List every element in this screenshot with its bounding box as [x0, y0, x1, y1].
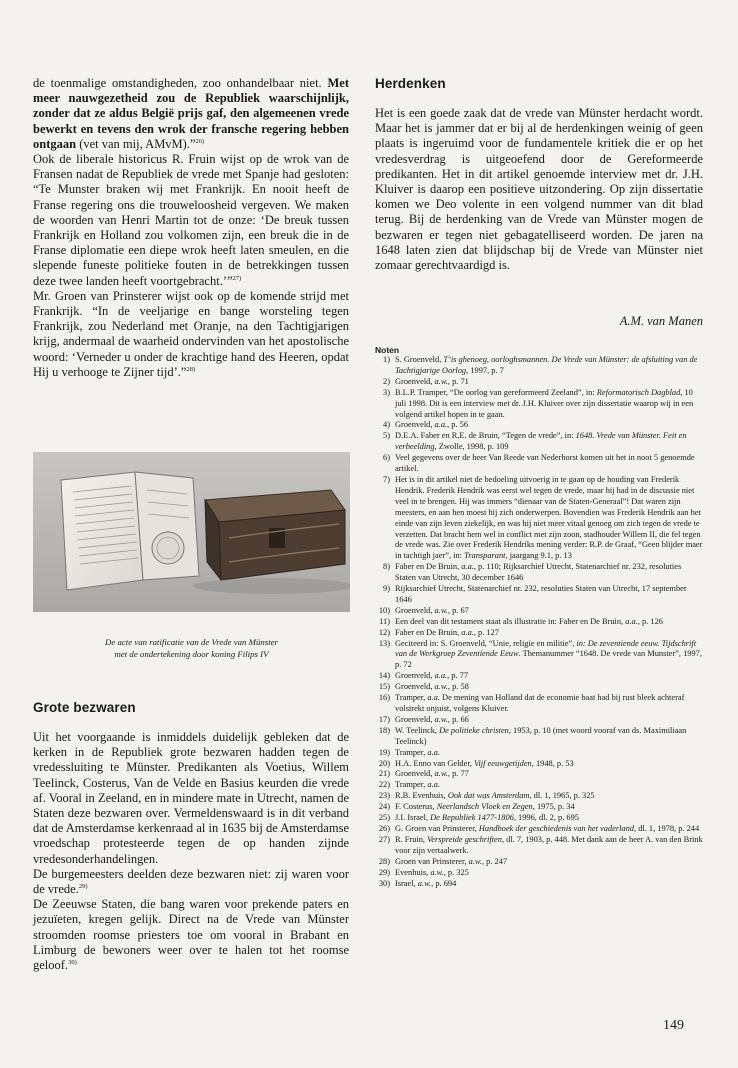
footnote-run: R. Fruin, [395, 834, 428, 844]
footnote-run: a.a. [434, 420, 448, 430]
footnote-run: , p. 110; Rijksarchief Utrecht, Statenarchief nr. 232, resoluties Staten van Utrecht, 30 december 1646 [395, 562, 682, 583]
footnote-run: Groenveld, [395, 714, 435, 724]
photo-caption [33, 636, 350, 660]
footnote-run: De politieke christen [439, 725, 509, 735]
footnote-run: Groenveld, [395, 671, 435, 681]
footnote-item [375, 791, 703, 802]
footnote-run: Verspreide geschriften [427, 834, 502, 844]
photo-caption-line-1: De acte van ratificatie van de Vrede van Münster [105, 637, 278, 647]
footnote-text [395, 835, 703, 857]
footnote-text [395, 639, 703, 672]
footnote-run: , dl. 1, 1965, p. 325 [529, 791, 595, 801]
footnote-run: in: De zeventiende eeuw. Tijdschrift van de Werkgroep Zeventiende Eeuw [395, 638, 697, 659]
footnote-number: 11) [379, 616, 390, 626]
footnote-run: De mening van Holland dat de economie baat had bij rust bleek achteraf volstrekt onjuist, volgens Kluiver. [395, 693, 685, 713]
footnote-ref: 28) [186, 365, 196, 373]
footnote-run: R.B. Evenhuis, [395, 791, 448, 801]
footnote-text [395, 780, 703, 791]
footnote-run: , p. 67 [447, 605, 469, 615]
footnote-run: Veel gegevens over de heer Van Reede van Nederhorst komen uit het in noot 5 genoemde artikel. [395, 453, 695, 474]
footnote-run: , p. 77 [447, 671, 469, 681]
footnote-run: Transparant [464, 551, 506, 561]
text-run: Met meer nauwgezetheid zou de Republiek waarschijnlijk, zonder dat ze aldus België prijs gaf, den algemeenen vrede bewerkt en tevens den wrok der fransche regering hebben ontgaan [33, 76, 349, 151]
footnote-run: , p. 126 [637, 616, 663, 626]
footnote-item [375, 759, 703, 770]
footnote-item [375, 682, 703, 693]
footnote-run: W. Teelinck, [395, 725, 440, 735]
footnote-text [395, 420, 703, 431]
footnote-run: B.L.P. Tramper, “De oorlog van gereformeerd Zeeland”, in: [395, 387, 597, 397]
text-run: de toenmalige omstandigheden, zoo onhandelbaar niet. [33, 76, 328, 90]
footnote-run: Het is in dit artikel niet de bedoeling uitvoerig in te gaan op de houding van Frederik Hendrik. Frederik Hendrik was eerst wel tegen de vrede, maar hij had in de discussie niet veel in te brengen. Hij was immers “dienaar van de Staten-Generaal”! Dat waren zijn meesters, en aan hen moest hij zich onderwerpen. Bovendien was Frederik Hendrik aan het einde van zijn leven ziekelijk, en was hij niet meer vitaal genoeg om zich tegen de vrede te verzetten. Dat bracht hem wel in conflict met zijn zoon, stadhouder Willem II, die fel tegen de vrede was. Zie over Frederik Hendriks mening verder: R.P. de Graaf, “Geen blijder maer in tachtigh jaer”, in: [395, 474, 703, 561]
footnote-ref: 26) [195, 137, 205, 145]
page-number: 149 [663, 1018, 684, 1033]
footnote-number: 19) [378, 747, 390, 757]
footnote-item [375, 617, 703, 628]
footnote-text [395, 791, 703, 802]
footnote-run: Tramper, [395, 693, 428, 703]
footnote-run: D.E.A. Faber en R.E. de Bruin, “Tegen de vrede”, in: [395, 431, 576, 441]
footnote-run: Groenveld, [395, 420, 435, 430]
footnote-item [375, 857, 703, 868]
ratification-photo-illustration [33, 452, 350, 612]
footnote-text [395, 769, 703, 780]
footnote-run: Groenveld, [395, 769, 435, 779]
footnote-number: 13) [378, 638, 390, 648]
footnote-run: a.w. [434, 376, 448, 386]
footnote-text [395, 584, 703, 606]
footnote-run: , Zwolle, 1998, p. 109 [434, 442, 509, 452]
footnote-run: S. Groenveld, [395, 355, 444, 364]
footnote-run: Ook dat was Amsterdam [447, 791, 530, 801]
footnote-run: , p. 325 [443, 867, 469, 877]
footnote-text [395, 617, 703, 628]
ratification-photo [33, 452, 350, 612]
footnote-item [375, 813, 703, 824]
footnote-run: , p. 56 [447, 420, 469, 430]
footnote-text [395, 857, 703, 868]
footnote-ref: 30) [68, 958, 77, 966]
footnote-text [395, 813, 703, 824]
footnote-run: Reformatorisch Dagblad [596, 387, 681, 397]
footnote-item [375, 388, 703, 421]
footnote-run: , p. 58 [447, 682, 469, 692]
footnote-text [395, 824, 703, 835]
footnote-number: 16) [378, 693, 390, 703]
footnote-run: Rijksarchief Utrecht, Statenarchief nr. 232, resoluties Staten van Utrecht, 17 september 1646 [395, 584, 687, 604]
paragraph-groen [33, 289, 349, 380]
footnote-text [395, 726, 703, 748]
heading-herdenken: Herdenken [375, 76, 446, 91]
footnote-run: , 1953, p. 10 (met woord vooraf van ds. Maximiliaan Teelinck) [395, 725, 687, 746]
footnote-run: a.w. [417, 878, 432, 888]
footnote-run: a.a. [427, 693, 440, 703]
footnote-run: , dl. 1, 1978, p. 244 [634, 823, 700, 833]
footnote-run: T’is ghenoeg, oorloghsmannen. De Vrede van Münster: de afsluiting van de Tachtigjarige Oorlog [395, 355, 698, 375]
footnote-text [395, 868, 703, 879]
footnote-run: Vijf eeuwgetijden [473, 758, 532, 768]
footnote-item [375, 639, 703, 672]
footnote-item [375, 879, 703, 890]
paragraph-fruin [33, 152, 349, 289]
footnote-run: De Republiek 1477-1806 [430, 813, 514, 823]
footnote-item [375, 355, 703, 377]
footnote-run: , 1948, p. 53 [531, 758, 574, 768]
footnote-item [375, 420, 703, 431]
footnote-run: a.a. [427, 747, 440, 757]
footnote-number: 22) [378, 780, 390, 790]
footnote-run: . Themanummer “1648. De vrede van Munster”, 1997, p. 72 [395, 649, 702, 670]
paragraph-bezwaren-2 [33, 867, 349, 897]
footnote-run: Faber en De Bruin, [395, 562, 462, 572]
left-column-text [33, 76, 349, 380]
footnote-number: 9) [383, 584, 390, 594]
footnote-number: 21) [378, 769, 390, 779]
footnote-number: 24) [378, 802, 390, 812]
footnote-run: , p. 71 [447, 376, 469, 386]
footnote-run: a.w. [434, 769, 448, 779]
footnote-run: Tramper, [395, 780, 428, 790]
footnote-number: 18) [378, 725, 390, 735]
footnote-item [375, 584, 703, 606]
footnote-item [375, 769, 703, 780]
footnote-run: J.I. Israel, [395, 813, 431, 823]
footnote-run: a.w. [434, 714, 448, 724]
footnote-item [375, 780, 703, 791]
footnote-run: , p. 247 [481, 856, 508, 866]
footnote-text [395, 879, 703, 890]
paragraph-bezwaren-1 [33, 730, 349, 867]
footnote-text [395, 759, 703, 770]
footnote-item [375, 824, 703, 835]
footnote-run: Geciteerd in: S. Groenveld, “Unie, religie en militie”, [395, 638, 577, 648]
footnote-run: Handboek der geschiedenis van het vaderland [478, 823, 634, 833]
footnote-ref: 27) [232, 274, 242, 282]
footnote-run: , 1996, dl. 2, p. 695 [513, 813, 579, 823]
footnote-number: 20) [378, 758, 390, 768]
footnote-number: 4) [383, 420, 390, 430]
grote-bezwaren-text [33, 730, 349, 973]
footnote-number: 2) [383, 376, 390, 386]
author-signature: A.M. van Manen [619, 314, 703, 328]
footnote-number: 7) [383, 474, 390, 484]
footnote-ref: 29) [78, 882, 88, 890]
footnote-number: 10) [378, 605, 390, 615]
paragraph-fruin-quote-end [33, 76, 349, 152]
footnote-run: , p. 66 [447, 714, 469, 724]
footnote-run: a.w. [468, 856, 482, 866]
text-run: Mr. Groen van Prinsterer wijst ook op de komende strijd met Frankrijk. “In de veeljarige en bange worsteling tegen Frankrijk, zou Nederland met Oranje, na den Tachtigjarigen krijg, andermaal de waarheid ondervinden van het apostolische woord: ‘Verneder u onder de krachtige hand des Heeren, opdat Hij u verhooge te Zijner tijd’.” [33, 288, 349, 379]
footnote-run: a.a. [427, 780, 440, 790]
footnote-run: Groen van Prinsterer, [395, 856, 469, 866]
footnote-run: , p. 77 [447, 769, 469, 779]
footnote-item [375, 748, 703, 759]
footnote-number: 25) [378, 813, 390, 823]
footnote-text [395, 671, 703, 682]
footnote-number: 12) [378, 627, 390, 637]
footnote-text [395, 715, 703, 726]
footnote-item [375, 726, 703, 748]
text-run: De burgemeesters deelden deze bezwaren niet: zij waren voor de vrede. [33, 866, 349, 897]
footnote-item [375, 802, 703, 813]
footnote-text [395, 453, 703, 475]
footnote-number: 3) [383, 387, 390, 397]
paragraph-herdenken: Het is een goede zaak dat de vrede van Münster herdacht wordt. Maar het is jammer dat er bij al de herdenkingen weinig of geen plaats is ingeruimd voor de fundamentele kritiek die er op het vredesverdrag is uitgeoefend door de Gereformeerde predikanten. Het in dit artikel genoemde interview met dr. J.H. Kluiver is daarop een positieve uitzondering. Op zijn dissertatie komen we Deo volente in een volgend nummer van dit blad terug. Bij de herdenking van de Vrede van Münster mogen de bezwaren er tegen niet gebagatelliseerd worden. De jaren na 1648 laten zien dat blijdschap bij de Vrede van Münster niet zomaar gerechtvaardigd is. [375, 106, 703, 273]
footnote-item [375, 715, 703, 726]
footnote-text [395, 802, 703, 813]
footnote-run: Neerlandsch Vloek en Zegen [436, 802, 533, 812]
text-run: (vet van mij, AMvM).” [76, 136, 196, 151]
footnote-item [375, 693, 703, 715]
footnote-run: a.a. [625, 616, 638, 626]
footnote-run: , p. 127 [473, 627, 499, 637]
paragraph-bezwaren-3 [33, 897, 349, 973]
footnote-number: 15) [378, 682, 390, 692]
footnote-run: Groenveld, [395, 605, 435, 615]
footnote-text [395, 377, 703, 388]
footnote-text [395, 562, 703, 584]
footnote-run: , 1975, p. 34 [532, 802, 575, 812]
footnote-item [375, 377, 703, 388]
footnote-number: 1) [383, 355, 390, 364]
footnote-item [375, 606, 703, 617]
footnote-run: Een deel van dit testament staat als illustratie in: Faber en De Bruin, [395, 616, 626, 626]
footnote-run: , jaargang 9.1, p. 13 [505, 551, 572, 561]
footnote-run: a.w. [434, 605, 448, 615]
footnote-number: 28) [378, 856, 390, 866]
footnote-run: Groenveld, [395, 682, 435, 692]
footnote-number: 6) [383, 453, 390, 463]
footnote-run: F. Costerus, [395, 802, 437, 812]
footnote-number: 29) [378, 867, 390, 877]
footnote-number: 8) [383, 562, 390, 572]
footnote-number: 5) [383, 431, 390, 441]
footnote-text [395, 355, 703, 377]
footnote-run: a.a. [434, 671, 448, 681]
footnote-item [375, 475, 703, 562]
footnote-item [375, 453, 703, 475]
footnote-run: , p. 694 [431, 878, 457, 888]
footnote-run: , dl. 7, 1903, p. 448. Met dank aan de heer A. van den Brink voor zijn vertaalwerk. [395, 834, 703, 855]
notes-list [375, 355, 703, 889]
text-run: Uit het voorgaande is inmiddels duidelijk gebleken dat de kerken in de Republiek grote bezwaren hadden tegen de vredessluiting te Münster. Predikanten als Voetius, Willem Teelinck, Costerus, Van de Velde en Basius keurden die vrede af. Vooral in Zeeland, en in mindere mate in Utrecht, namen de Staten deze bezwaren over. Vermeldenswaard is in dit verband dat de Amsterdamse kerkenraad al in 1635 bij de Amsterdamse vroedschap protesteerde tegen de op handen zijnde vredesonderhandelingen. [33, 730, 349, 866]
right-column-text [375, 76, 703, 273]
footnote-run: , 10 juli 1998. Dit is een interview met dr. J.H. Kluiver over zijn dissertatie waarop wij in een volgend artikel hopen in te gaan. [395, 387, 694, 419]
footnote-text [395, 693, 703, 715]
footnote-number: 26) [378, 823, 390, 833]
footnote-item [375, 671, 703, 682]
footnote-text [395, 431, 703, 453]
footnote-text [395, 606, 703, 617]
notes-title: Noten [375, 345, 400, 355]
footnote-item [375, 431, 703, 453]
footnote-run: a.w. [430, 867, 444, 877]
footnote-run: Israel, [395, 878, 418, 888]
text-run: De Zeeuwse Staten, die bang waren voor prekende paters en jezuïeten, kregen gelijk. Direct na de Vrede van Münster stroomden roomse priesters toe om vooral in Brabant en Limburg de bewoners weer over te halen tot het roomse geloof. [33, 897, 349, 973]
footnote-number: 27) [378, 834, 390, 844]
footnote-run: Tramper, [395, 747, 428, 757]
footnote-run: a.a. [461, 562, 474, 572]
footnote-text [395, 682, 703, 693]
heading-grote-bezwaren: Grote bezwaren [33, 700, 136, 715]
footnote-number: 23) [378, 791, 390, 801]
footnote-run: a.w. [434, 682, 448, 692]
footnote-run: Groenveld, [395, 376, 435, 386]
footnote-text [395, 388, 703, 421]
footnote-run: Faber en De Bruin, [395, 627, 462, 637]
footnote-number: 30) [378, 878, 390, 888]
footnote-text [395, 628, 703, 639]
footnote-item [375, 868, 703, 879]
footnote-run: G. Groen van Prinsterer, [395, 823, 479, 833]
footnote-run: , 1997, p. 7 [466, 365, 504, 375]
footnote-run: Evenhuis, [395, 867, 431, 877]
footnote-text [395, 475, 703, 562]
photo-caption-line-2: met de ondertekening door koning Filips IV [114, 649, 269, 659]
footnote-text [395, 748, 703, 759]
footnote-item [375, 562, 703, 584]
footnote-run: 1648. Vrede van Münster. Feit en verbeelding [395, 431, 687, 452]
footnote-run: a.a. [461, 627, 474, 637]
footnote-run: H.A. Enno van Gelder, [395, 758, 474, 768]
text-run: Ook de liberale historicus R. Fruin wijst op de wrok van de Fransen nadat de Republiek de vrede met Spanje had gesloten: “Te Munster braken wij met Frankrijk. En nooit heeft de Franse regering ons die trouweloosheid vergeven. We maken de woorden van Henri Martin tot de onze: ‘De breuk tussen Frankrijk en Holland zou volkomen zijn, een breuk die in de Franse diplomatie een diepe wrok heeft laten smeulen, en die slepende funeste politieke fouten in de betrekkingen tussen deze twee landen heeft voortgebracht.’” [33, 152, 349, 288]
footnote-item [375, 835, 703, 857]
footnote-item [375, 628, 703, 639]
footnote-number: 17) [378, 714, 390, 724]
footnote-number: 14) [378, 671, 390, 681]
